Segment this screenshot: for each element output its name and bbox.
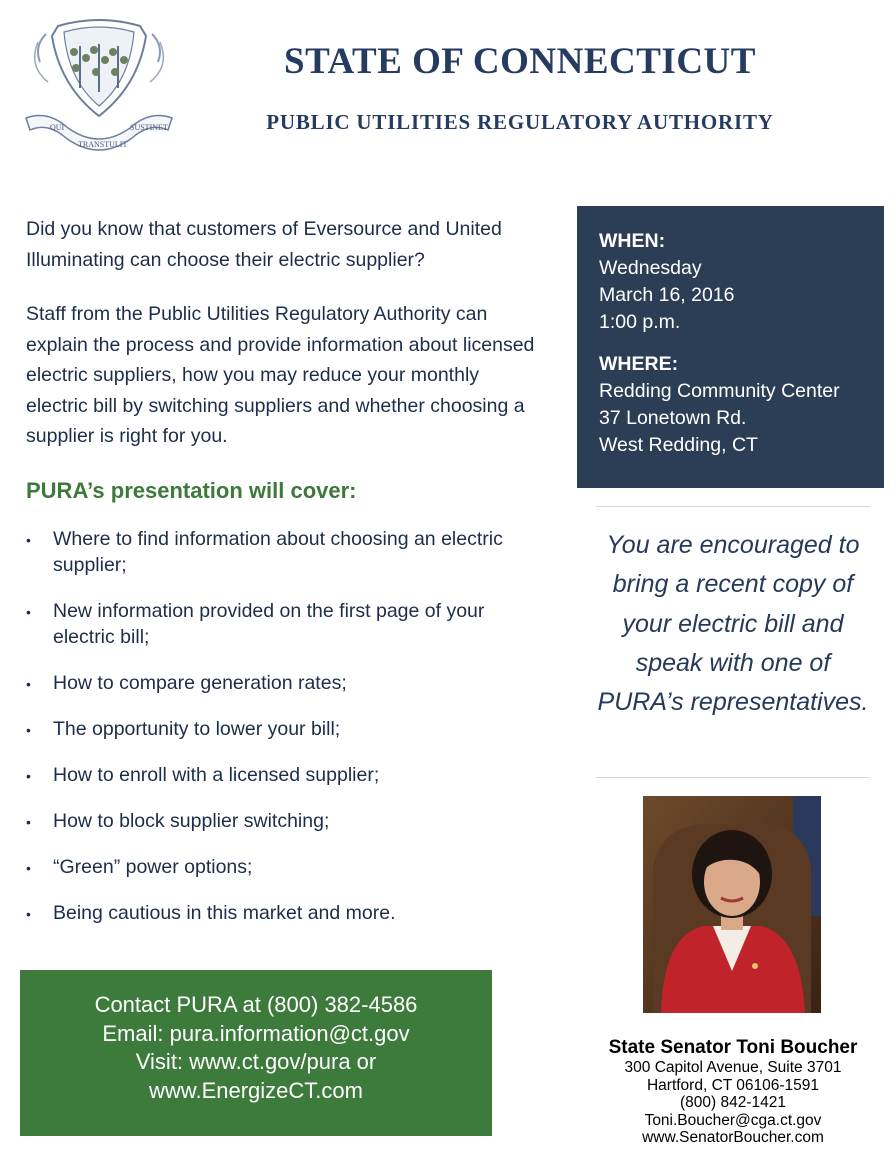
where-label: WHERE:	[599, 353, 679, 375]
list-item-text: Being cautious in this market and more.	[53, 902, 396, 924]
when-label: WHEN:	[599, 230, 666, 252]
list-item	[26, 526, 536, 578]
list-item-text: New information provided on the first page of your electric bill;	[53, 600, 485, 648]
event-details-box	[577, 206, 884, 488]
contact-phone: Contact PURA at (800) 382-4586	[94, 992, 418, 1017]
list-item	[26, 762, 536, 788]
contact-email: Email: pura.information@ct.gov	[102, 1020, 410, 1046]
list-item	[26, 854, 536, 880]
event-time: 1:00 p.m.	[599, 311, 681, 333]
senator-phone: (800) 842-1421	[680, 1094, 786, 1111]
svg-text:TRANSTULIT: TRANSTULIT	[78, 140, 128, 149]
senator-photo	[643, 796, 821, 1013]
divider	[596, 777, 870, 778]
list-item-text: How to enroll with a licensed supplier;	[53, 764, 380, 786]
list-item-text: “Green” power options;	[53, 856, 253, 878]
list-item	[26, 808, 536, 834]
event-day: Wednesday	[599, 257, 702, 279]
list-item	[26, 670, 536, 696]
presentation-topics-list	[26, 526, 536, 946]
presentation-heading: PURA’s presentation will cover:	[26, 478, 357, 503]
event-street: 37 Lonetown Rd.	[599, 407, 747, 429]
state-seal-logo	[18, 16, 180, 156]
list-item-text: How to compare generation rates;	[53, 672, 347, 694]
list-item	[26, 598, 536, 650]
senator-contact-block	[580, 1036, 886, 1147]
page-title: STATE OF CONNECTICUT	[284, 41, 756, 82]
intro-paragraph-2: Staff from the Public Utilities Regulatory Authority can explain the process and provide information about licensed electric suppliers, how you may reduce your monthly electric bill by switching suppliers and whether choosing a supplier is right for you.	[26, 303, 535, 447]
svg-text:QUI: QUI	[50, 123, 65, 132]
senator-address-line-1: 300 Capitol Avenue, Suite 3701	[624, 1059, 842, 1076]
list-item	[26, 900, 536, 926]
bullet-icon: •	[26, 860, 31, 876]
svg-text:SUSTINET: SUSTINET	[130, 123, 168, 132]
bullet-icon: •	[26, 768, 31, 784]
bullet-icon: •	[26, 814, 31, 830]
bullet-icon: •	[26, 604, 31, 620]
senator-address-line-2: Hartford, CT 06106-1591	[646, 1076, 820, 1094]
bullet-icon: •	[26, 532, 31, 548]
divider	[596, 506, 870, 507]
contact-website: Visit: www.ct.gov/pura or	[135, 1049, 377, 1074]
senator-email: Toni.Boucher@cga.ct.gov	[644, 1111, 822, 1129]
encouragement-text: You are encouraged to bring a recent copy of your electric bill and speak with one of PURA’s representatives.	[597, 531, 869, 717]
list-item-text: The opportunity to lower your bill;	[53, 718, 341, 740]
bullet-icon: •	[26, 906, 31, 922]
intro-paragraph-1: Did you know that customers of Eversource and United Illuminating can choose their electric supplier?	[26, 218, 502, 271]
bullet-icon: •	[26, 722, 31, 738]
page-subtitle: PUBLIC UTILITIES REGULATORY AUTHORITY	[266, 110, 774, 134]
list-item-text: Where to find information about choosing an electric supplier;	[53, 528, 503, 576]
event-venue: Redding Community Center	[599, 380, 840, 402]
list-item-text: How to block supplier switching;	[53, 810, 330, 832]
contact-box	[20, 970, 492, 1136]
senator-website: www.SenatorBoucher.com	[642, 1129, 824, 1146]
list-item	[26, 716, 536, 742]
senator-name: State Senator Toni Boucher	[608, 1037, 858, 1058]
event-city: West Redding, CT	[599, 434, 758, 456]
event-date: March 16, 2016	[599, 284, 735, 306]
bullet-icon: •	[26, 676, 31, 692]
contact-website-2: www.EnergizeCT.com	[149, 1077, 363, 1103]
